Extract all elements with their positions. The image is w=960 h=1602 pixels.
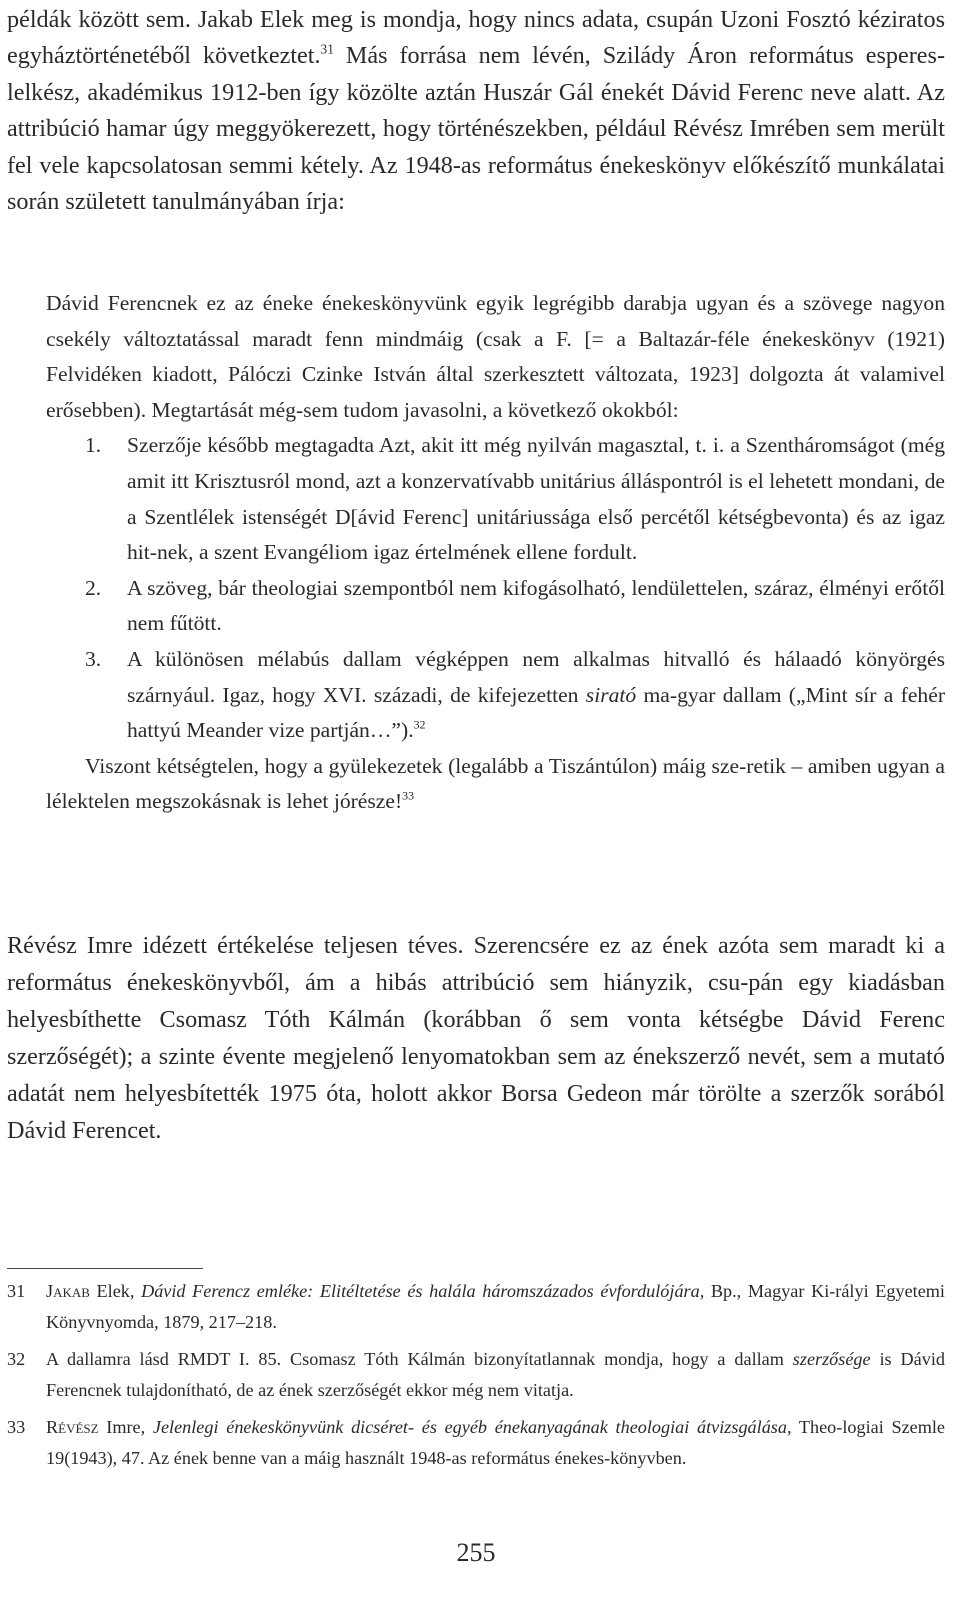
footnote-ref-33[interactable]: 33 (402, 789, 415, 803)
quote-closing (46, 749, 945, 820)
footnote-author: Révész (46, 1417, 99, 1437)
quote-intro: Dávid Ferencnek ez az éneke énekeskönyvünk egyik legrégibb darabja ugyan és a szövege nagyon csekély változtatással maradt fenn mindmáig (csak a F. [= a Baltazár-féle énekeskönyv (1921) Felvidéken kiadott, Pálóczi Czinke István által szerkesztett változata, 1923] dolgozta át valamivel erősebben). Megtartását még-sem tudom javasolni, a következő okokból: (46, 291, 945, 422)
list-number: 1. (85, 433, 102, 458)
list-item-text: A szöveg, bár theologiai szempontból nem kifogásolható, lendülettelen, száraz, élményi erőtől nem fűtött. (127, 575, 945, 636)
footnote-divider (7, 1268, 203, 1269)
quote-closing-text: Viszont kétségtelen, hogy a gyülekezetek (legalább a Tiszántúlon) máig sze-retik – amiben ugyan a lélektelen megszokásnak is lehet jórésze! (46, 753, 945, 814)
quote-list-item-1 (46, 428, 945, 570)
footnote-33 (7, 1412, 945, 1474)
footnote-title: Jelenlegi énekeskönyvünk dicséret- és egyéb énekanyagának theologiai átvizsgálása, (152, 1417, 792, 1437)
footnote-number: 33 (7, 1417, 26, 1437)
paragraph1-part-a: példák között sem. Jakab Elek meg is mondja, hogy nincs adata, csupán Uzoni Fosztó kéziratos egyháztörténetéből következtet. (7, 6, 945, 70)
list-number: 3. (85, 646, 102, 671)
paragraph1-part-b: Más forrása nem lévén, Szilády Áron református esperes-lelkész, akadémikus 1912-ben így közölte aztán Huszár Gál énekét Dávid Ferenc neve alatt. Az attribúció hamar úgy meggyökerezett, hogy történészekben, például Révész Imrében sem merült fel vele kapcsolatosan semmi kétely. Az 1948-as református énekeskönyv előkészítő munkálatai során született tanulmányában írja: (7, 42, 946, 216)
body-paragraph-1 (7, 2, 945, 220)
footnote-ref-32[interactable]: 32 (413, 717, 426, 732)
list-number: 2. (85, 575, 102, 600)
footnote-rest: Theo-logiai Szemle 19(1943), 47. Az ének benne van a máig használt 1948-as református énekes-könyvben. (46, 1417, 945, 1468)
footnote-number: 32 (7, 1349, 26, 1369)
footnote-author-rest: Imre, (98, 1417, 153, 1437)
footnote-number: 31 (7, 1281, 26, 1301)
list-item-italic: sirató (585, 682, 637, 707)
footnote-rest: Bp., Magyar Ki-rályi Egyetemi Könyvnyomda, 1879, 217–218. (46, 1281, 945, 1332)
footnote-31 (7, 1276, 945, 1338)
quote-list-item-3 (46, 642, 945, 749)
footnote-pre: A dallamra lásd RMDT I. 85. Csomasz Tóth Kálmán bizonyítatlannak mondja, hogy a dallam (46, 1349, 793, 1369)
footnote-post: is Dávid Ferencnek tulajdonítható, de az ének szerzőségét ekkor még nem vitatja. (46, 1349, 945, 1400)
footnote-title: Dávid Ferencz emléke: Elitéltetése és halála háromszázados évfordulójára, (141, 1281, 705, 1301)
page-number: 255 (456, 1538, 496, 1567)
footnote-italic: szerzősége (792, 1349, 871, 1369)
footnote-author-rest: Elek, (89, 1281, 142, 1301)
body-paragraph-2: Révész Imre idézett értékelése teljesen téves. Szerencsére ez az ének azóta sem maradt ki a református énekeskönyvből, ám a hibás attribúció sem hiányzik, csu-pán egy kiadásban helyesbíthette Csomasz Tóth Kálmán (korábban ő sem vonta kétségbe Dávid Ferenc szerzőségét); a szinte évente megjelenő lenyomatokban sem az énekszerző nevét, sem a mutató adatát nem helyesbítették 1975 óta, holott akkor Borsa Gedeon már törölte a szerzők sorából Dávid Ferencet. (7, 932, 945, 1144)
quote-list-item-2 (46, 571, 945, 642)
list-item-text-b: ma-gyar dallam („Mint sír a fehér hattyú Meander vize partján…”). (127, 682, 946, 743)
list-item-text: Szerzője később megtagadta Azt, akit itt még nyilván magasztal, t. i. a Szentháromságot (még amit itt Krisztusról mond, azt a konzervatívabb unitárius álláspontról is el lehetett mondani, de a Szentlélek istenségét D[ávid Ferenc] unitáriussága első percétől kétségbevonta) és az igaz hit-nek, a szent Evangéliom igaz értelmének ellene fordult. (127, 433, 945, 565)
block-quote (46, 286, 945, 820)
footnote-ref-31[interactable]: 31 (320, 42, 334, 58)
footnotes (7, 1276, 945, 1480)
list-item-text-a: A különösen mélabús dallam végképpen nem alkalmas hitvalló és hálaadó könyörgés szárnyául. Igaz, hogy XVI. századi, de kifejezetten (127, 646, 945, 707)
footnote-author: Jakab (46, 1281, 90, 1301)
footnote-32 (7, 1344, 945, 1406)
